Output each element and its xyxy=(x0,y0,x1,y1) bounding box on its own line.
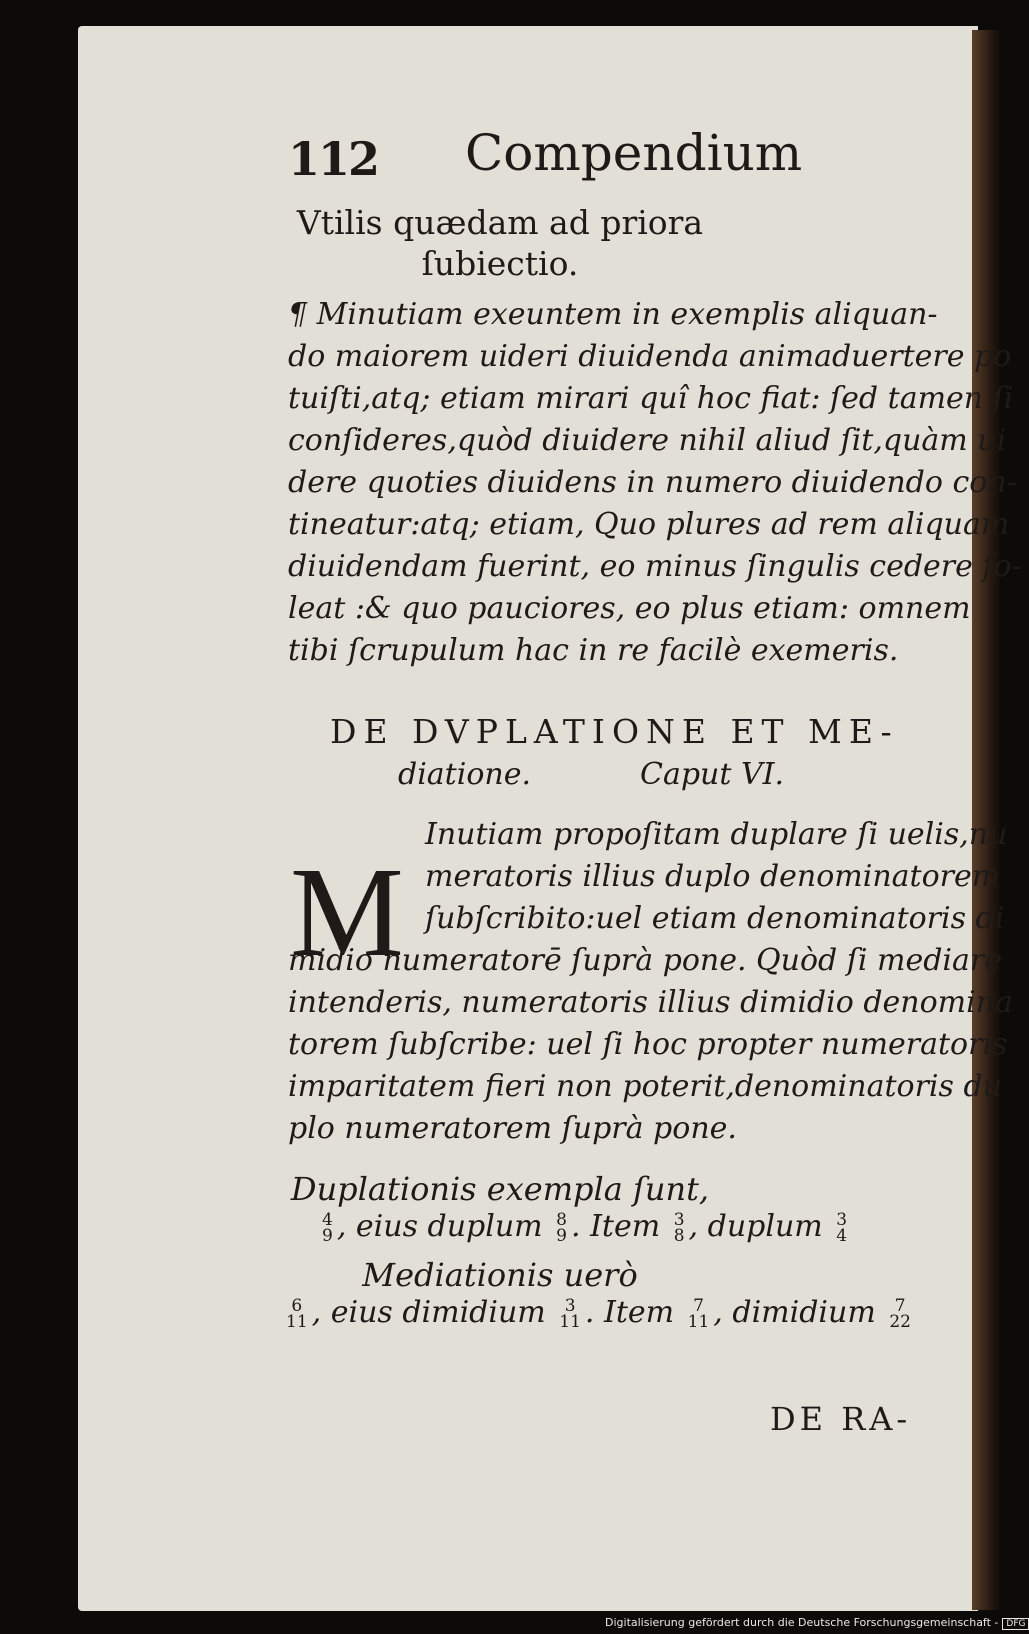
section-heading-line2: ſubiectio. xyxy=(421,244,579,283)
paragraph-line: leat :& quo pauciores, eo plus etiam: omnem xyxy=(288,591,971,626)
paragraph-line: dere quoties diuidens in numero diuidendo con- xyxy=(288,465,1017,500)
drop-cap: M xyxy=(290,841,404,983)
chapter-line: intenderis, numeratoris illius dimidio denomina xyxy=(288,985,1013,1020)
example-text: dimidium xyxy=(732,1295,876,1330)
fraction: 8 9 xyxy=(556,1210,567,1246)
paragraph-line: conſideres,quòd diuidere nihil aliud ſit,quàm ui xyxy=(288,423,1007,458)
caput-label: Caput VI. xyxy=(640,757,785,792)
chapter-title-line1: DE DVPLATIONE ET ME- xyxy=(330,712,899,751)
example-text: eius duplum xyxy=(355,1209,543,1244)
fraction: 4 9 xyxy=(322,1210,333,1246)
chapter-line: plo numeratorem ſuprà pone. xyxy=(288,1111,737,1146)
example-text: duplum xyxy=(707,1209,823,1244)
example-text: Item xyxy=(590,1209,661,1244)
fraction: 7 22 xyxy=(889,1296,911,1332)
dfg-logo-icon: DFG xyxy=(1002,1618,1029,1630)
fraction: 3 8 xyxy=(673,1210,685,1246)
chapter-line: midio numeratorē ſuprà pone. Quòd ſi mediare xyxy=(288,943,1002,978)
fraction: 3 4 xyxy=(836,1210,848,1246)
example-text: Item xyxy=(604,1295,675,1330)
duplation-heading: Duplationis exempla ſunt, xyxy=(290,1170,710,1208)
example-text: eius dimidium xyxy=(330,1295,546,1330)
catchword: DE RA- xyxy=(770,1400,912,1438)
chapter-line: imparitatem fieri non poterit,denominatoris du xyxy=(288,1069,1002,1104)
page-number: 112 xyxy=(288,132,379,186)
paragraph-line: do maiorem uideri diuidenda animaduertere po xyxy=(288,339,1012,374)
chapter-line: Inutiam propoſitam duplare ſi uelis,nu xyxy=(425,817,1008,852)
paragraph-line: tibi ſcrupulum hac in re facilè exemeris. xyxy=(288,633,899,668)
paragraph-line: tuiſti,atq; etiam mirari quî hoc fiat: ſed tamen ſi xyxy=(288,381,1014,416)
running-title: Compendium xyxy=(465,124,803,182)
paragraph-line: tineatur:atq; etiam, Quo plures ad rem aliquam xyxy=(288,507,1010,542)
paragraph-line: diuidendam fuerint, eo minus ſingulis cedere ſo- xyxy=(288,549,1022,584)
fraction: 7 11 xyxy=(687,1296,710,1332)
chapter-line: torem ſubſcribe: uel ſi hoc propter numeratoris xyxy=(288,1027,1008,1062)
digitization-footer xyxy=(605,1616,1029,1630)
paragraph-line: ¶ Minutiam exeuntem in exemplis aliquan- xyxy=(288,297,938,332)
chapter-line: meratoris illius duplo denominatorem xyxy=(425,859,1001,894)
mediation-examples: 6 11 , eius dimidium 3 11 . Item 7 11 , dimidium 7 22 xyxy=(286,1295,911,1332)
fraction: 3 11 xyxy=(559,1296,581,1332)
duplation-examples: 4 9 , eius duplum 8 9 . Item 3 8 , duplum 3 4 xyxy=(322,1209,848,1246)
chapter-title-line2: diatione. xyxy=(398,757,532,792)
section-heading-line1: Vtilis quædam ad priora xyxy=(296,203,704,242)
mediation-heading: Mediationis uerò xyxy=(362,1256,638,1294)
fraction: 6 11 xyxy=(286,1296,308,1332)
chapter-line: ſubſcribito:uel etiam denominatoris di xyxy=(425,901,1005,936)
footer-credit: Digitalisierung gefördert durch die Deutsche Forschungsgemeinschaft - xyxy=(605,1616,999,1629)
